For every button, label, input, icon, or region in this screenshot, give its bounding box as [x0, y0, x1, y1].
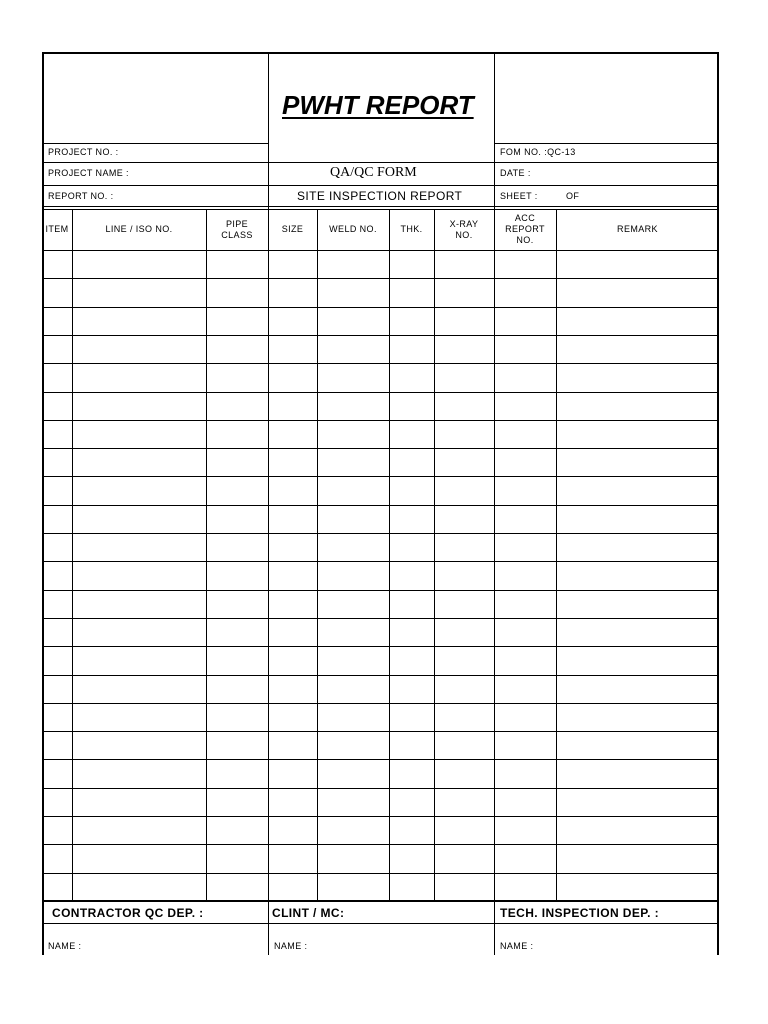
table-cell [494, 335, 556, 363]
table-cell [434, 420, 494, 448]
table-column-header: SIZE [281, 224, 304, 234]
header-line [42, 206, 719, 207]
table-cell [317, 590, 389, 618]
table-cell [206, 844, 268, 872]
table-cell [556, 759, 719, 787]
table-cell [268, 335, 317, 363]
client-name-label: NAME : [274, 941, 308, 951]
table-cell [434, 844, 494, 872]
table-cell [494, 816, 556, 844]
table-column-header: THK. [400, 224, 423, 234]
table-cell [389, 363, 434, 391]
table-cell [317, 759, 389, 787]
table-cell [434, 561, 494, 589]
table-cell [206, 703, 268, 731]
table-cell [268, 703, 317, 731]
table-cell [389, 307, 434, 335]
table-cell [434, 646, 494, 674]
table-cell [434, 363, 494, 391]
table-cell [434, 618, 494, 646]
table-cell [42, 448, 72, 476]
table-cell [42, 335, 72, 363]
table-cell [268, 759, 317, 787]
table-cell [494, 476, 556, 504]
form-no-label: FOM NO. :QC-13 [500, 147, 576, 157]
table-cell [556, 816, 719, 844]
table-cell [206, 533, 268, 561]
table-cell [317, 816, 389, 844]
table-cell [434, 675, 494, 703]
table-cell [72, 816, 206, 844]
table-cell [206, 816, 268, 844]
table-cell [42, 278, 72, 306]
table-cell [434, 448, 494, 476]
table-column-header: ACC REPORT NO. [505, 213, 545, 245]
table-column-header: X-RAY NO. [449, 218, 479, 240]
subtitle-label: SITE INSPECTION REPORT [297, 189, 463, 203]
table-cell [72, 505, 206, 533]
table-cell [389, 873, 434, 901]
table-cell [317, 675, 389, 703]
table-cell [556, 250, 719, 278]
table-cell [434, 759, 494, 787]
table-cell [556, 703, 719, 731]
table-cell [556, 505, 719, 533]
table-cell [494, 646, 556, 674]
table-cell [389, 561, 434, 589]
table-cell [72, 561, 206, 589]
table-cell [317, 363, 389, 391]
table-cell [317, 307, 389, 335]
table-cell [72, 363, 206, 391]
table-cell [389, 759, 434, 787]
table-cell [494, 844, 556, 872]
table-cell [72, 873, 206, 901]
pwht-report-form [42, 52, 719, 955]
table-cell [206, 590, 268, 618]
table-cell [206, 873, 268, 901]
table-cell [389, 476, 434, 504]
table-cell [389, 675, 434, 703]
table-cell [72, 759, 206, 787]
table-cell [389, 703, 434, 731]
table-cell [268, 646, 317, 674]
table-cell [206, 363, 268, 391]
table-cell [42, 675, 72, 703]
table-cell [434, 590, 494, 618]
table-cell [42, 703, 72, 731]
table-cell [268, 363, 317, 391]
table-cell [494, 533, 556, 561]
table-cell [494, 392, 556, 420]
table-cell [494, 731, 556, 759]
table-cell [494, 675, 556, 703]
contractor-name-label: NAME : [48, 941, 82, 951]
table-cell [494, 448, 556, 476]
table-cell [317, 505, 389, 533]
table-cell [42, 618, 72, 646]
table-cell [268, 844, 317, 872]
table-cell [434, 731, 494, 759]
table-cell [42, 420, 72, 448]
table-cell [434, 703, 494, 731]
table-cell [389, 788, 434, 816]
table-cell [389, 844, 434, 872]
table-cell [389, 448, 434, 476]
of-label: OF [566, 191, 580, 201]
table-cell [206, 307, 268, 335]
table-cell [206, 392, 268, 420]
table-cell [434, 392, 494, 420]
table-cell [72, 420, 206, 448]
header-line [42, 185, 719, 186]
table-cell [389, 618, 434, 646]
table-cell [206, 759, 268, 787]
table-cell [268, 533, 317, 561]
table-cell [389, 335, 434, 363]
table-cell [268, 816, 317, 844]
table-cell [42, 363, 72, 391]
table-cell [317, 476, 389, 504]
table-cell [72, 335, 206, 363]
date-label: DATE : [500, 168, 531, 178]
table-cell [42, 590, 72, 618]
table-cell [556, 307, 719, 335]
table-cell [268, 675, 317, 703]
form-type-label: QA/QC FORM [330, 165, 417, 180]
table-cell [206, 618, 268, 646]
table-cell [434, 873, 494, 901]
table-cell [434, 533, 494, 561]
table-cell [72, 788, 206, 816]
table-cell [42, 476, 72, 504]
table-cell [72, 533, 206, 561]
table-cell [42, 759, 72, 787]
table-cell [206, 335, 268, 363]
table-cell [389, 646, 434, 674]
table-cell [268, 561, 317, 589]
table-cell [389, 533, 434, 561]
table-cell [317, 731, 389, 759]
table-cell [206, 731, 268, 759]
sheet-label: SHEET : [500, 191, 538, 201]
table-cell [556, 618, 719, 646]
table-cell [389, 731, 434, 759]
table-cell [268, 590, 317, 618]
table-cell [434, 505, 494, 533]
table-cell [389, 278, 434, 306]
table-cell [494, 618, 556, 646]
table-column-header: REMARK [617, 224, 658, 234]
table-cell [389, 420, 434, 448]
table-cell [268, 731, 317, 759]
table-cell [317, 703, 389, 731]
table-cell [268, 476, 317, 504]
table-cell [494, 250, 556, 278]
table-cell [494, 788, 556, 816]
table-cell [556, 278, 719, 306]
table-cell [494, 363, 556, 391]
table-cell [206, 646, 268, 674]
table-cell [206, 675, 268, 703]
tech-name-label: NAME : [500, 941, 534, 951]
table-cell [42, 788, 72, 816]
table-cell [317, 250, 389, 278]
contractor-qc-heading: CONTRACTOR QC DEP. : [52, 906, 204, 920]
table-cell [206, 788, 268, 816]
table-cell [317, 646, 389, 674]
table-cell [434, 476, 494, 504]
table-cell [317, 873, 389, 901]
table-cell [268, 505, 317, 533]
table-cell [556, 590, 719, 618]
table-cell [556, 363, 719, 391]
table-cell [72, 646, 206, 674]
table-column-header: WELD NO. [329, 224, 377, 234]
table-cell [268, 392, 317, 420]
table-cell [434, 816, 494, 844]
table-cell [206, 561, 268, 589]
table-cell [494, 873, 556, 901]
table-cell [317, 533, 389, 561]
table-cell [206, 476, 268, 504]
table-cell [72, 590, 206, 618]
table-cell [42, 873, 72, 901]
table-cell [42, 561, 72, 589]
table-cell [494, 590, 556, 618]
table-cell [556, 731, 719, 759]
table-cell [72, 618, 206, 646]
table-cell [206, 250, 268, 278]
table-cell [556, 788, 719, 816]
table-cell [317, 844, 389, 872]
table-cell [317, 448, 389, 476]
table-cell [389, 392, 434, 420]
table-cell [268, 873, 317, 901]
header-line [494, 143, 719, 144]
table-column-header: LINE / ISO NO. [105, 224, 173, 234]
table-cell [389, 250, 434, 278]
table-cell [206, 278, 268, 306]
client-mc-heading: CLINT / MC: [272, 906, 345, 920]
table-cell [494, 420, 556, 448]
table-cell [72, 250, 206, 278]
table-cell [434, 278, 494, 306]
table-cell [317, 392, 389, 420]
table-cell [268, 788, 317, 816]
table-cell [42, 307, 72, 335]
table-cell [317, 335, 389, 363]
table-cell [556, 533, 719, 561]
table-cell [72, 731, 206, 759]
table-cell [389, 505, 434, 533]
table-cell [494, 307, 556, 335]
footer-divider [268, 900, 269, 955]
table-cell [72, 307, 206, 335]
table-cell [389, 816, 434, 844]
table-cell [556, 476, 719, 504]
table-cell [268, 278, 317, 306]
table-cell [317, 788, 389, 816]
table-cell [206, 505, 268, 533]
table-cell [434, 335, 494, 363]
table-cell [556, 873, 719, 901]
table-cell [268, 250, 317, 278]
table-cell [268, 307, 317, 335]
table-cell [434, 307, 494, 335]
border-top [42, 52, 719, 54]
table-cell [42, 533, 72, 561]
table-cell [42, 505, 72, 533]
table-cell [72, 476, 206, 504]
table-cell [42, 816, 72, 844]
table-cell [42, 844, 72, 872]
table-cell [556, 646, 719, 674]
table-cell [72, 448, 206, 476]
table-cell [42, 392, 72, 420]
table-cell [494, 759, 556, 787]
table-cell [556, 675, 719, 703]
table-cell [556, 392, 719, 420]
table-cell [206, 448, 268, 476]
table-column-header: ITEM [45, 224, 69, 234]
table-cell [268, 448, 317, 476]
footer-top-line [42, 900, 719, 902]
page-title: PWHT REPORT [282, 90, 474, 120]
table-cell [556, 448, 719, 476]
table-cell [317, 561, 389, 589]
project-name-label: PROJECT NAME : [48, 168, 129, 178]
table-cell [317, 420, 389, 448]
table-cell [42, 646, 72, 674]
report-no-label: REPORT NO. : [48, 191, 114, 201]
header-line [42, 162, 719, 163]
table-cell [556, 844, 719, 872]
table-cell [268, 420, 317, 448]
table-cell [389, 590, 434, 618]
project-no-label: PROJECT NO. : [48, 147, 119, 157]
table-cell [434, 250, 494, 278]
footer-divider [494, 900, 495, 955]
table-cell [206, 420, 268, 448]
table-cell [317, 618, 389, 646]
table-column-header: PIPE CLASS [221, 218, 253, 240]
header-line [42, 143, 268, 144]
table-cell [556, 335, 719, 363]
table-cell [72, 392, 206, 420]
table-cell [494, 278, 556, 306]
table-cell [72, 278, 206, 306]
table-cell [42, 250, 72, 278]
table-cell [72, 703, 206, 731]
table-cell [72, 844, 206, 872]
table-cell [494, 703, 556, 731]
table-cell [268, 618, 317, 646]
table-cell [494, 505, 556, 533]
table-cell [556, 420, 719, 448]
table-cell [494, 561, 556, 589]
footer-line [42, 923, 719, 924]
tech-inspection-heading: TECH. INSPECTION DEP. : [500, 906, 660, 920]
table-cell [42, 731, 72, 759]
table-cell [556, 561, 719, 589]
table-cell [434, 788, 494, 816]
table-cell [317, 278, 389, 306]
table-cell [72, 675, 206, 703]
